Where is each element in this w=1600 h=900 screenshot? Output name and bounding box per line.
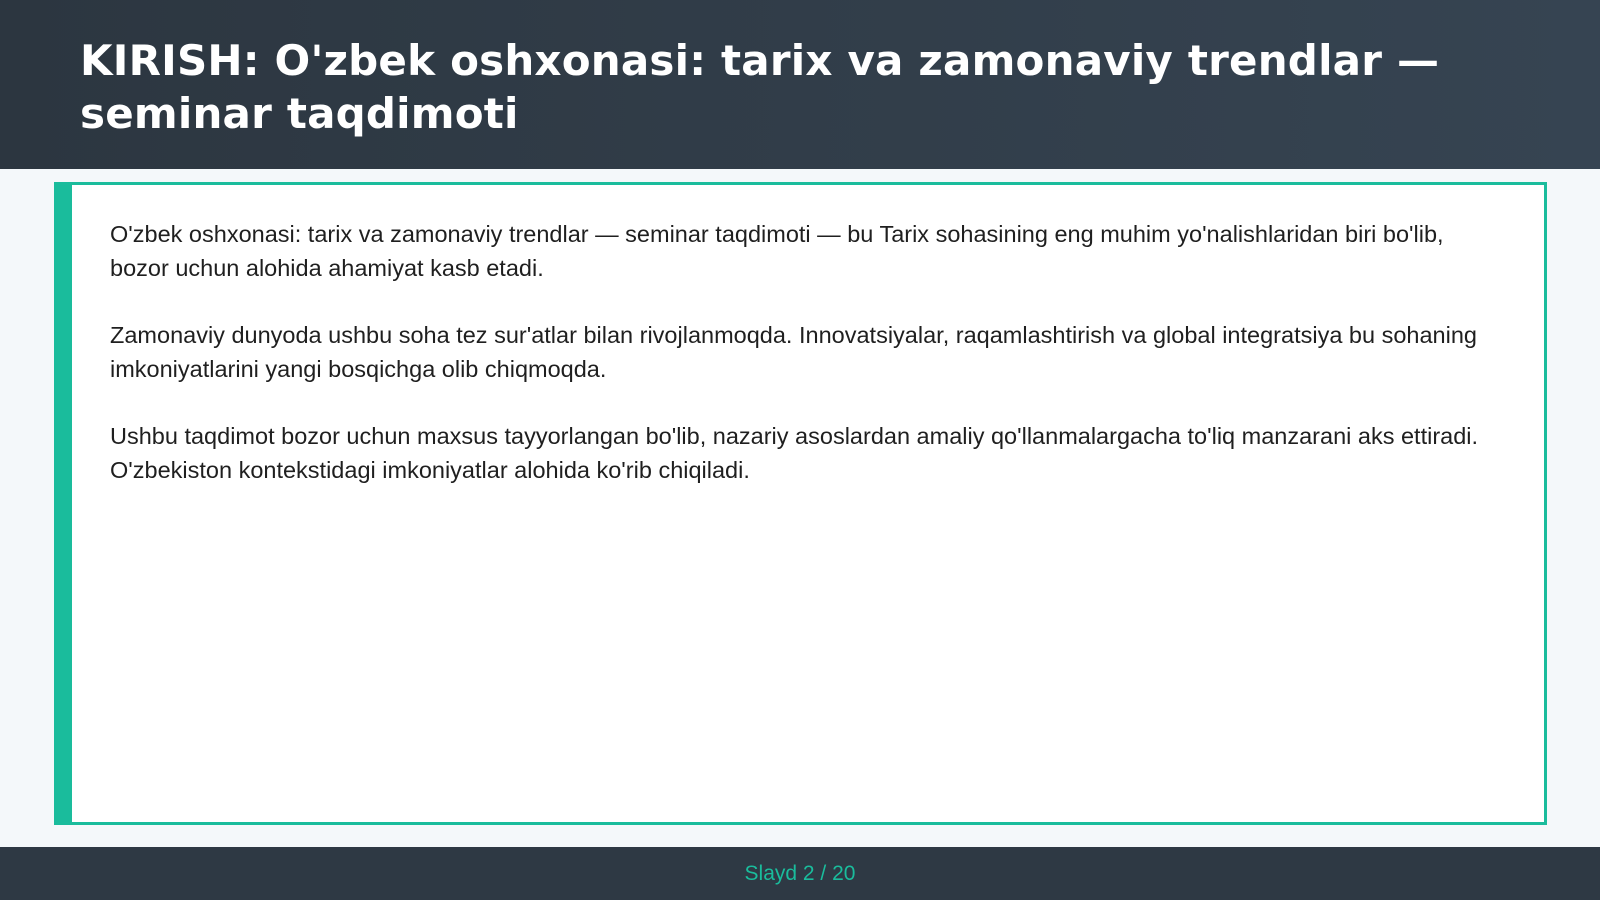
paragraph-1: O'zbek oshxonasi: tarix va zamonaviy trendlar — seminar taqdimoti — bu Tarix sohasining eng muhim yo'nalishlaridan biri bo'lib, bozor uchun alohida ahamiyat kasb etadi. [110, 221, 1444, 281]
slide-title: KIRISH: O'zbek oshxonasi: tarix va zamonaviy trendlar — seminar taqdimoti [80, 36, 1440, 138]
paragraph-3: Ushbu taqdimot bozor uchun maxsus tayyorlangan bo'lib, nazariy asoslardan amaliy qo'llanmalargacha to'liq manzarani aks ettiradi. O'zbekiston kontekstidagi imkoniyatlar alohida ko'rib chiqiladi. [110, 423, 1479, 483]
paragraph-2: Zamonaviy dunyoda ushbu soha tez sur'atlar bilan rivojlanmoqda. Innovatsiyalar, raqamlashtirish va global integratsiya bu sohaning imkoniyatlarini yangi bosqichga olib chiqmoqda. [110, 322, 1477, 382]
content-box [54, 182, 1547, 825]
slide-footer [0, 847, 1600, 900]
slide-number: Slayd 2 / 20 [744, 861, 856, 885]
slide-header [0, 0, 1600, 169]
